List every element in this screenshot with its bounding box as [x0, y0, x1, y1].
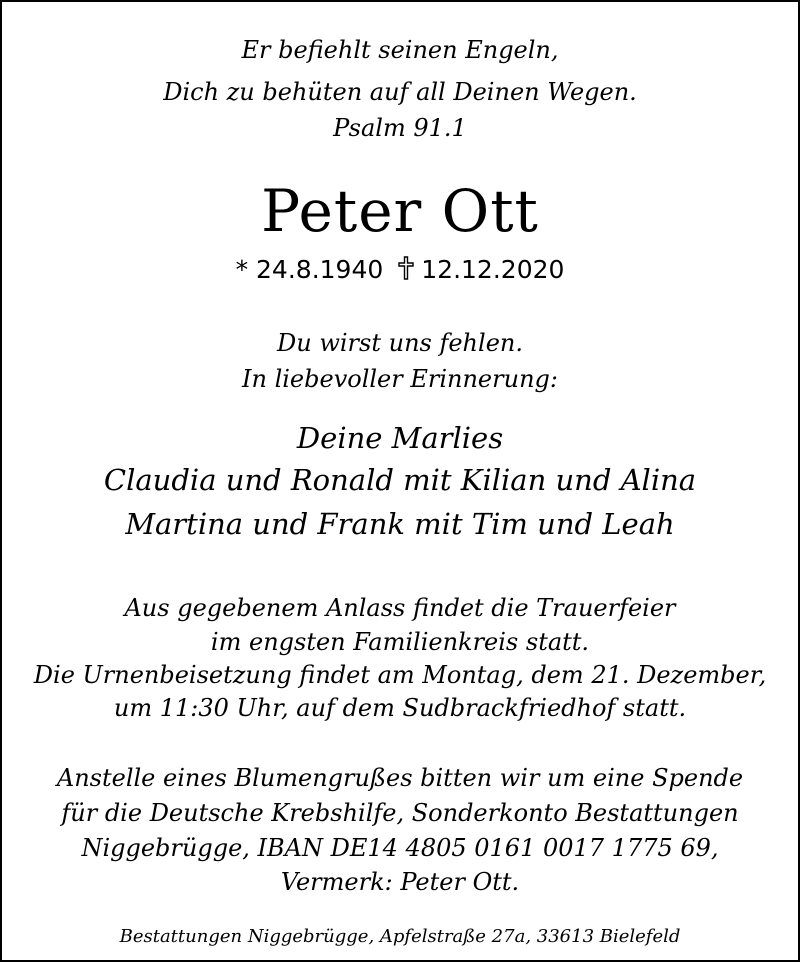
donation-line-1: Anstelle eines Blumengrußes bitten wir um eine Spende	[56, 764, 744, 792]
donation-line-4: Vermerk: Peter Ott.	[280, 868, 520, 896]
mourner-line-1: Deine Marlies	[296, 421, 504, 455]
ceremony-line-2: im engsten Familienkreis statt.	[210, 628, 590, 656]
verse-reference: Psalm 91.1	[333, 114, 467, 142]
ceremony-line-3: Die Urnenbeisetzung findet am Montag, dem 21. Dezember,	[33, 661, 767, 689]
donation-line-3: Niggebrügge, IBAN DE14 4805 0161 0017 1775 69,	[81, 834, 719, 862]
deceased-name: Peter Ott	[261, 177, 539, 245]
ceremony-line-1: Aus gegebenem Anlass findet die Trauerfeier	[124, 594, 676, 622]
cross-icon	[397, 256, 415, 284]
mourner-line-3: Martina und Frank mit Tim und Leah	[125, 507, 675, 541]
donation-line-2: für die Deutsche Krebshilfe, Sonderkonto Bestattungen	[61, 799, 739, 827]
mourner-line-2: Claudia und Ronald mit Kilian und Alina	[103, 463, 697, 497]
verse-line-1: Er befiehlt seinen Engeln,	[241, 36, 559, 64]
ceremony-line-4: um 11:30 Uhr, auf dem Sudbrackfriedhof statt.	[113, 694, 687, 722]
funeral-home-footer: Bestattungen Niggebrügge, Apfelstraße 27a, 33613 Bielefeld	[119, 926, 681, 947]
verse-line-2: Dich zu behüten auf all Deinen Wegen.	[163, 78, 637, 106]
closing-line-2: In liebevoller Erinnerung:	[242, 365, 558, 393]
closing-line-1: Du wirst uns fehlen.	[277, 329, 523, 357]
life-dates	[2, 256, 798, 284]
birth-date: * 24.8.1940	[235, 255, 384, 284]
death-date: 12.12.2020	[421, 255, 565, 284]
